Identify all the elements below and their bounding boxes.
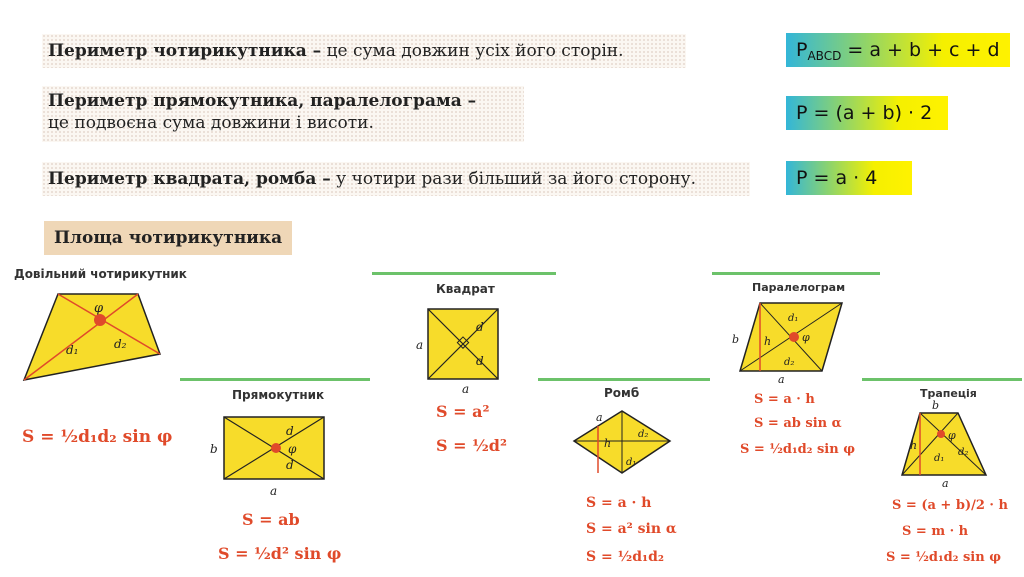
formula-area-parallelogram-2: S = ab sin α — [754, 416, 842, 431]
square-figure — [372, 275, 556, 471]
trapezoid-figure — [862, 381, 1022, 577]
formula-area-arbitrary: S = ½d₁d₂ sin φ — [22, 427, 173, 447]
svg-text:h: h — [764, 335, 772, 348]
card-square — [372, 272, 556, 471]
svg-text:Ромб: Ромб — [604, 386, 640, 400]
parallelogram-figure — [712, 275, 880, 469]
definition-term: Периметр прямокутника, паралелограма – — [48, 91, 477, 111]
definition-rectangle — [42, 86, 524, 142]
svg-text:d₂: d₂ — [784, 357, 795, 368]
formula-area-square-2: S = ½d² — [436, 436, 507, 455]
definition-square — [42, 162, 750, 196]
svg-text:h: h — [910, 439, 918, 452]
svg-text:d₁: d₁ — [788, 313, 799, 324]
formula-area-trapezoid-3: S = ½d₁d₂ sin φ — [886, 550, 1001, 565]
svg-text:d: d — [286, 458, 294, 472]
formula-area-rhombus-3: S = ½d₁d₂ — [586, 549, 665, 565]
card-rectangle — [180, 378, 370, 577]
svg-text:d: d — [476, 320, 484, 334]
svg-text:Паралелограм: Паралелограм — [752, 281, 846, 294]
card-arbitrary-quadrilateral — [10, 262, 192, 458]
svg-text:Довільний чотирикутник: Довільний чотирикутник — [14, 267, 187, 281]
formula-perimeter-general: $P_{ABCD} = a + b + c + d$ — [786, 33, 1010, 67]
svg-text:d: d — [476, 354, 484, 368]
definition-quadrilateral — [42, 34, 686, 68]
svg-text:d: d — [286, 424, 294, 438]
svg-text:h: h — [604, 437, 612, 450]
svg-text:b: b — [932, 399, 940, 412]
svg-text:a: a — [596, 411, 603, 424]
formula-area-square-1: S = a² — [436, 402, 490, 421]
svg-text:d₁: d₁ — [66, 343, 79, 357]
svg-text:φ: φ — [94, 301, 104, 316]
svg-text:Трапеція: Трапеція — [920, 387, 977, 400]
formula-area-rhombus-1: S = a · h — [586, 495, 652, 511]
formula-perimeter-rectangle: P = (a + b) · 2 — [786, 96, 948, 130]
svg-text:a: a — [270, 484, 278, 498]
formula-area-rectangle-1: S = ab — [242, 510, 300, 529]
definition-term: Периметр чотирикутника – — [48, 41, 322, 61]
svg-text:Прямокутник: Прямокутник — [232, 388, 325, 402]
formula-area-trapezoid-1: S = (a + b)/2 · h — [892, 498, 1008, 513]
svg-text:b: b — [210, 442, 218, 456]
definition-text: у чотири рази більший за його сторону. — [330, 169, 696, 189]
svg-text:a: a — [778, 373, 785, 386]
definition-term: Периметр квадрата, ромба – — [48, 169, 331, 189]
svg-text:d₂: d₂ — [114, 337, 127, 351]
card-trapezoid — [862, 378, 1022, 577]
card-rhombus — [538, 378, 710, 577]
rhombus-figure — [538, 381, 710, 577]
arbitrary-quadrilateral-figure — [10, 262, 192, 458]
svg-text:a: a — [942, 477, 949, 490]
card-parallelogram — [712, 272, 880, 469]
definition-text: це сума довжин усіх його сторін. — [321, 41, 624, 61]
definition-text: це подвоєна сума довжини і висоти. — [48, 113, 374, 133]
svg-text:φ: φ — [802, 331, 810, 344]
rectangle-figure — [180, 381, 370, 577]
svg-text:d₁: d₁ — [934, 453, 945, 464]
formula-area-trapezoid-2: S = m · h — [902, 524, 969, 539]
svg-text:d₂: d₂ — [638, 429, 649, 440]
area-section-title: Площа чотирикутника — [44, 221, 292, 255]
svg-text:a: a — [416, 338, 424, 352]
svg-text:φ: φ — [948, 429, 956, 442]
svg-text:b: b — [732, 333, 740, 346]
formula-area-rhombus-2: S = a² sin α — [586, 521, 677, 537]
formula-area-parallelogram-1: S = a · h — [754, 392, 815, 407]
formula-perimeter-square: P = a · 4 — [786, 161, 912, 195]
svg-text:φ: φ — [288, 442, 297, 456]
formula-area-parallelogram-3: S = ½d₁d₂ sin φ — [740, 442, 855, 457]
formula-area-rectangle-2: S = ½d² sin φ — [218, 544, 342, 563]
svg-text:Квадрат: Квадрат — [436, 282, 495, 296]
svg-text:d₂: d₂ — [958, 447, 969, 458]
svg-text:a: a — [462, 382, 470, 396]
svg-text:d₁: d₁ — [626, 457, 637, 468]
